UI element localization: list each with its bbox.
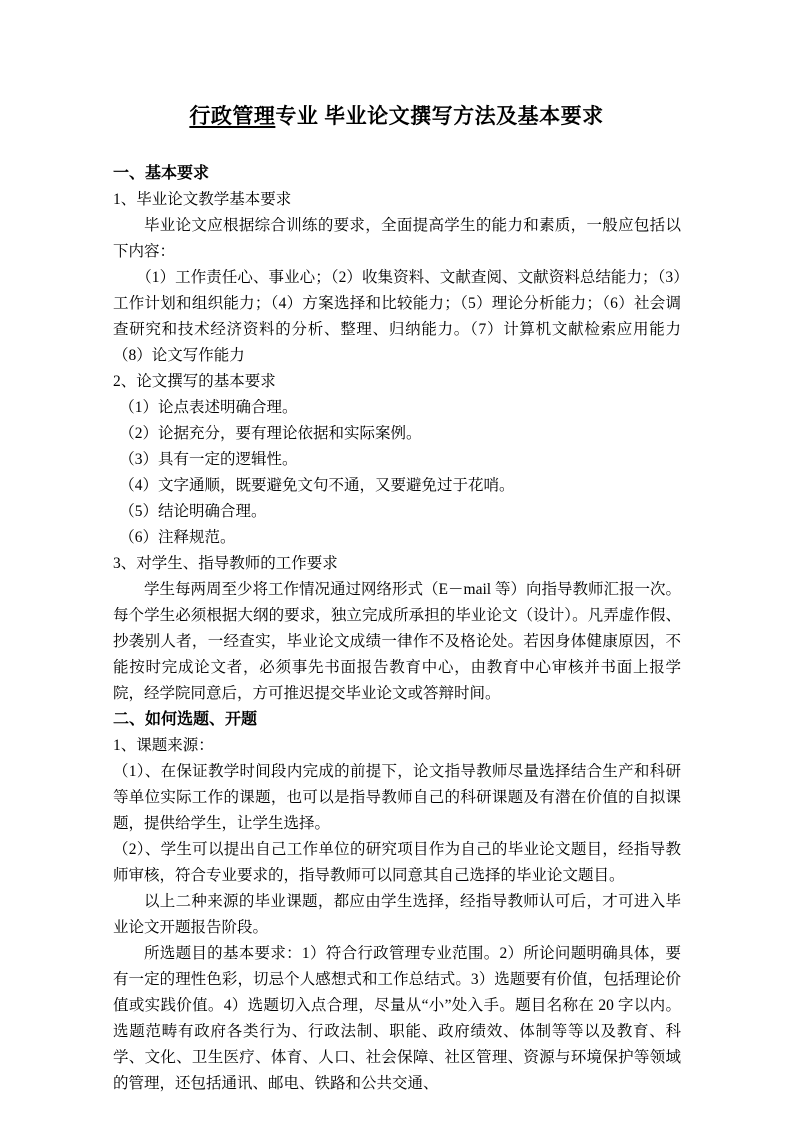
document-title xyxy=(0,101,793,131)
writing-requirement-item: （5）结论明确合理。 xyxy=(119,503,267,520)
section-basic-sub3-heading: 3、对学生、指导教师的工作要求 xyxy=(113,555,338,572)
topic-source-1-paragraph: （1）、在保证教学时间段内完成的前提下，论文指导教师尽量选择结合生产和科研等单位实际工作的课题，也可以是指导教师自己的科研课题及有潜在价值的自拟课题，提供给学生，让学生选择。 xyxy=(113,763,681,832)
section-basic-sub1-heading: 1、毕业论文教学基本要求 xyxy=(113,191,292,208)
writing-requirement-item: （2）论据充分，要有理论依据和实际案例。 xyxy=(119,425,422,442)
basic-intro-paragraph: 毕业论文应根据综合训练的要求，全面提高学生的能力和素质，一般应包括以下内容： xyxy=(113,217,681,260)
title-rest-text: 专业 毕业论文撰写方法及基本要求 xyxy=(275,104,604,128)
topic-requirements-paragraph: 所选题目的基本要求：1）符合行政管理专业范围。2）所论问题明确具体，要有一定的理性色彩，切忌个人感想式和工作总结式。3）选题要有价值，包括理论价值或实践价值。4）选题切入点合理，尽量从“小”处入手。题目名称在 20 字以内。选题范畴有政府各类行为、行政法制、职能、政府绩效、体制等等以及教育、科学、文化、卫生医疗、体育、人口、社会保障、社区管理、资源与环境保护等领域的管理，还包括通讯、邮电、铁路和公共交通、 xyxy=(113,945,681,1092)
section-basic-heading: 一、基本要求 xyxy=(113,165,210,182)
writing-requirement-item: （4）文字通顺，既要避免文句不通，又要避免过于花哨。 xyxy=(119,477,515,494)
document-body xyxy=(113,161,681,1097)
topic-source-2-paragraph: （2）、学生可以提出自己工作单位的研究项目作为自己的毕业论文题目，经指导教师审核，符合专业要求的，指导教师可以同意其自己选择的毕业论文题目。 xyxy=(113,841,681,884)
section-topic-heading: 二、如何选题、开题 xyxy=(113,711,258,728)
work-requirements-paragraph: 学生每两周至少将工作情况通过网络形式（E－mail 等）向指导教师汇报一次。每个学生必须根据大纲的要求，独立完成所承担的毕业论文（设计）。凡弄虚作假、抄袭别人者，一经查实，毕业论文成绩一律作不及格论处。若因身体健康原因，不能按时完成论文者，必须事先书面报告教育中心，由教育中心审核并书面上报学院，经学院同意后，方可推迟提交毕业论文或答辩时间。 xyxy=(113,581,681,702)
section-basic-sub2-heading: 2、论文撰写的基本要求 xyxy=(113,373,276,390)
abilities-paragraph: （1）工作责任心、事业心；（2）收集资料、文献查阅、文献资料总结能力；（3）工作计划和组织能力；（4）方案选择和比较能力；（5）理论分析能力；（6）社会调查研究和技术经济资料的分析、整理、归纳能力。（7）计算机文献检索应用能力（8）论文写作能力 xyxy=(113,269,681,364)
section-topic-sub1-heading: 1、课题来源： xyxy=(113,737,214,754)
writing-requirement-item: （3）具有一定的逻辑性。 xyxy=(119,451,298,468)
topic-approval-paragraph: 以上二种来源的毕业课题，都应由学生选择，经指导教师认可后，才可进入毕业论文开题报告阶段。 xyxy=(113,893,681,936)
writing-requirement-item: （6）注释规范。 xyxy=(119,529,236,546)
writing-requirement-item: （1）论点表述明确合理。 xyxy=(119,399,298,416)
title-underlined-text: 行政管理 xyxy=(189,104,276,128)
